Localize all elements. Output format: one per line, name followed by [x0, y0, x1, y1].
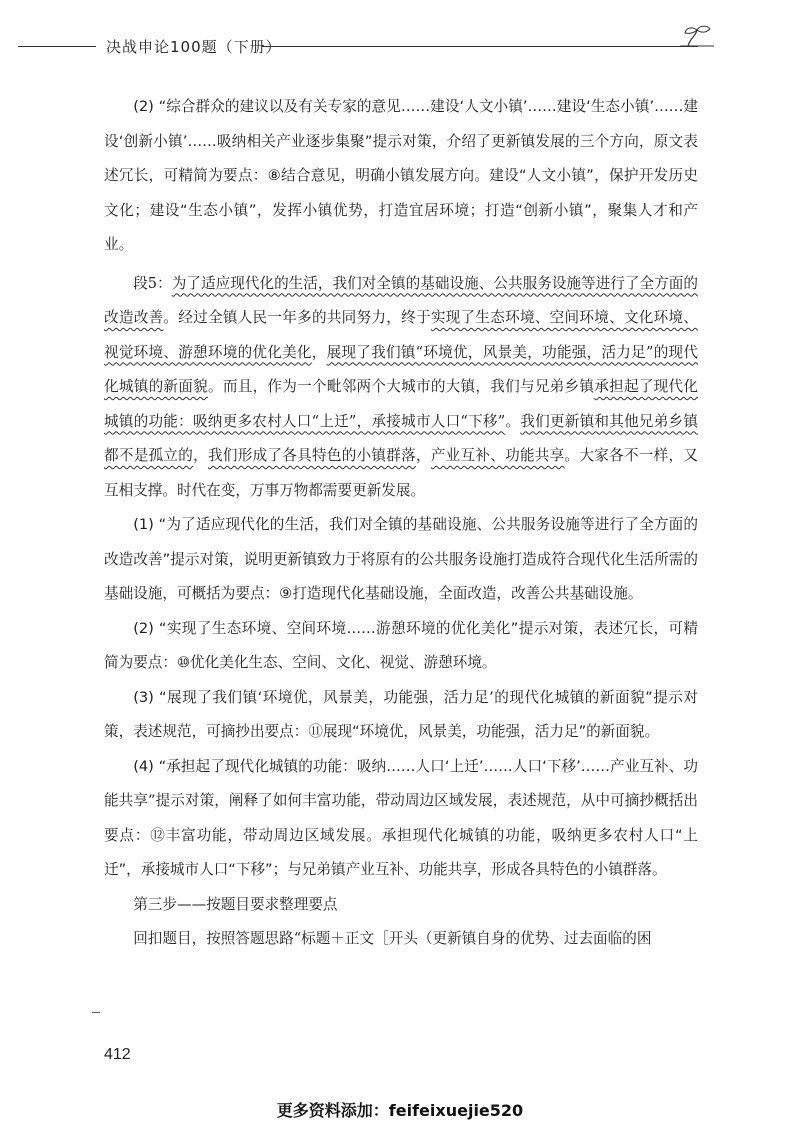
analysis-paragraph-1: (1) “为了适应现代化的生活，我们对全镇的基础设施、公共服务设施等进行了全方面的改造改善”提示对策，说明更新镇致力于将原有的公共服务设施打造成符合现代化生活所需的基础设施，可概括为要点：⑨打造现代化基础设施，全面改造，改善公共基础设施。 [104, 516, 698, 602]
plain-text: ， [311, 343, 327, 361]
source-paragraph-5 [104, 267, 698, 509]
plain-text: 。而且，作为一个毗邻两个大城市的大镇，我们与兄弟乡镇 [208, 378, 595, 395]
underlined-phrase: 展现了我们镇“环境优，风景美，功能强，活力足”的现代化城镇的新面貌 [104, 343, 698, 395]
paragraph-label: 段5： [133, 274, 172, 292]
header-rule-right [262, 46, 698, 47]
running-header [18, 36, 708, 60]
analysis-paragraph-3: (3) “展现了我们镇‘环境优，风景美，功能强，活力足’的现代化城镇的新面貌”提示对策，表述规范，可摘抄出要点：⑪展现“环境优，风景美，功能强，活力足”的新面貌。 [104, 688, 698, 740]
underlined-phrase: 我们更新镇和其他兄弟乡镇都不是孤立的 [104, 412, 698, 464]
page-number: 412 [104, 1046, 131, 1063]
underlined-phrase: 产业互补、功能共享 [430, 447, 565, 464]
plain-text: ， [415, 447, 431, 464]
analysis-paragraph-2: (2) “综合群众的建议以及有关专家的意见……建设‘人文小镇’……建设‘生态小镇’……建设‘创新小镇’……吸纳相关产业逐步集聚”提示对策，介绍了更新镇发展的三个方向，原文表述冗长，可精简为要点：⑧结合意见，明确小镇发展方向。建设“人文小镇”，保护开发历史文化；建设“生态小镇”，发挥小镇优势，打造宜居环境；打造“创新小镇”，聚集人才和产业。 [104, 98, 698, 253]
sprout-icon [680, 24, 714, 54]
analysis-paragraph-2b: (2) “实现了生态环境、空间环境……游憩环境的优化美化”提示对策，表述冗长，可精简为要点：⑩优化美化生态、空间、文化、视觉、游憩环境。 [104, 619, 698, 671]
plain-text: 。经过全镇人民一年多的共同努力，终于 [163, 309, 431, 326]
plain-text: ， [193, 447, 208, 464]
book-title: 决战申论100题（下册） [106, 38, 282, 56]
underlined-phrase: 实现了生态环境、空间环境、文化环境、视觉环境、游憩环境的优化美化 [104, 309, 698, 361]
analysis-paragraph-4: (4) “承担起了现代化城镇的功能：吸纳……人口‘上迁’……人口‘下移’……产业互补、功能共享”提示对策，阐释了如何丰富功能，带动周边区域发展，表述规范，从中可摘抄概括出要点：⑫丰富功能，带动周边区域发展。承担现代化城镇的功能，吸纳更多农村人口“上迁”，承接城市人口“下移”；与兄弟镇产业互补、功能共享，形成各具特色的小镇群落。 [104, 757, 698, 878]
margin-mark [92, 1012, 100, 1013]
plain-text: 。大家各不一样，又互相支撑。时代在变，万事万物都需要更新发展。 [104, 447, 698, 499]
closing-paragraph: 回扣题目，按照答题思路“标题＋正文［开头（更新镇自身的优势、过去面临的困 [133, 930, 652, 947]
underlined-phrase: 我们形成了各具特色的小镇群落 [208, 447, 416, 464]
page-body [104, 90, 698, 957]
footer-note: 更多资料添加：feifeixuejie520 [276, 1101, 524, 1120]
underlined-phrase: 为了适应现代化的生活，我们对全镇的基础设施、公共服务设施等进行了全方面的改造改善 [104, 274, 698, 326]
step-three-heading: 第三步——按题目要求整理要点 [133, 895, 338, 913]
header-rule-left [18, 46, 96, 47]
underlined-phrase: 承担起了现代化城镇的功能：吸纳更多农村人口“上迁”，承接城市人口“下移” [104, 378, 698, 430]
plain-text: 。 [505, 412, 521, 430]
